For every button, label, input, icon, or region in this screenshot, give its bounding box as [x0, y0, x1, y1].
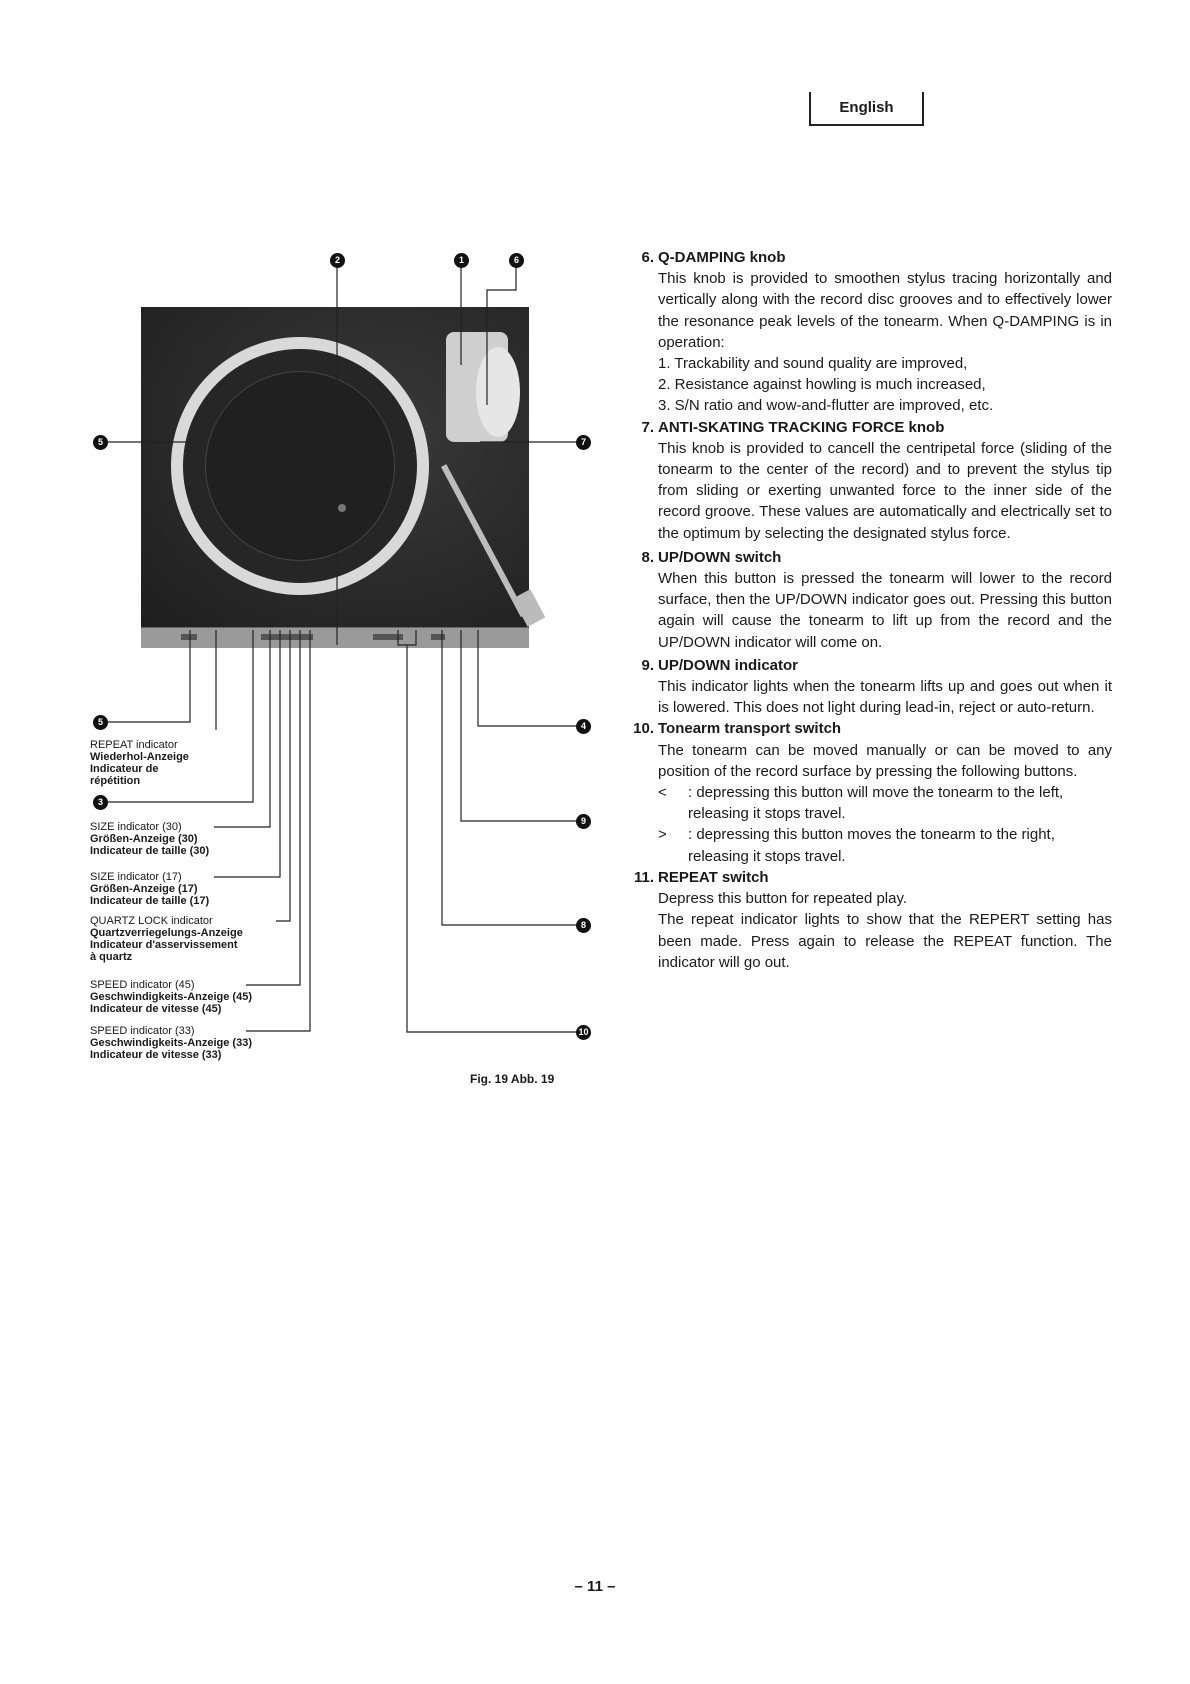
figure-caption: Fig. 19 Abb. 19	[470, 1072, 555, 1086]
right-arrow-icon: >	[658, 826, 667, 844]
callout-marker-7: 7	[576, 435, 591, 450]
item-up-down-indicator: 9. UP/DOWN indicator This indicator lights when the tonearm lifts up and goes out when it is lowered. This does not light during lead-in, reject or auto-return.	[641, 656, 1112, 717]
callout-marker-4: 4	[576, 719, 591, 734]
turntable-figure	[90, 245, 600, 1095]
callout-marker-1: 1	[454, 253, 469, 268]
left-arrow-row: < : depressing this button will move the tonearm to the left, releasing it stops travel.	[658, 784, 1064, 823]
label-size17-indicator: SIZE indicator (17) Größen-Anzeige (17) Indicateur de taille (17)	[90, 871, 210, 907]
callout-marker-8: 8	[576, 918, 591, 933]
callout-marker-3: 3	[93, 795, 108, 810]
callout-marker-10: 10	[576, 1025, 591, 1040]
right-arrow-row: > : depressing this button moves the tonearm to the right, releasing it stops travel.	[658, 826, 1055, 865]
item-up-down-switch: 8. UP/DOWN switch When this button is pressed the tonearm will lower to the record surface, then the UP/DOWN indicator goes out. Pressing this button again will cause the tonearm to lift up from the record and the UP/DOWN indicator will come on.	[641, 548, 1112, 651]
item-anti-skating-knob: 7. ANTI-SKATING TRACKING FORCE knob This knob is provided to cancell the centripetal force (sliding of the tonearm to the center of the record) and to prevent the stylus tip from sliding or exerting unwanted force to the inner side of the record groove. These values are automatically and electrically set to the optimum by selecting the designated stylus force.	[641, 418, 1112, 542]
label-quartz-lock-indicator: QUARTZ LOCK indicator Quartzverriegelungs-Anzeige Indicateur d'asservissement à quartz	[90, 915, 243, 963]
callout-marker-6: 6	[509, 253, 524, 268]
item-tonearm-transport-switch: 10. Tonearm transport switch The tonearm can be moved manually or can be moved to any position of the record surface by pressing the following buttons. < : depressing this button will move the tonearm to the left, releasing it stops travel. > : depressing this button moves the tonearm to the right, releasing it stops travel.	[626, 718, 1112, 866]
label-repeat-indicator: REPEAT indicator Wiederhol-Anzeige Indicateur de répétition	[90, 739, 189, 787]
callout-marker-5b: 5	[93, 715, 108, 730]
label-speed33-indicator: SPEED indicator (33) Geschwindigkeits-Anzeige (33) Indicateur de vitesse (33)	[90, 1025, 252, 1061]
page-number: – 11 –	[574, 1578, 616, 1595]
description-column	[626, 247, 1112, 973]
language-tab: English	[809, 92, 924, 126]
label-size30-indicator: SIZE indicator (30) Größen-Anzeige (30) Indicateur de taille (30)	[90, 821, 210, 857]
callout-marker-9: 9	[576, 814, 591, 829]
callout-marker-5: 5	[93, 435, 108, 450]
callout-marker-2: 2	[330, 253, 345, 268]
callout-lines	[90, 245, 600, 1095]
item-q-damping-knob: 6. Q-DAMPING knob This knob is provided to smoothen stylus tracing horizontally and vertically along with the record disc grooves and to effectively lower the resonance peak levels of the tonearm. When Q-DAMPING is in operation: 1. Trackability and sound quality are improved, 2. Resistance against howling is much increased, 3. S/N ratio and wow-and-flutter are improved, etc.	[641, 249, 1112, 415]
label-speed45-indicator: SPEED indicator (45) Geschwindigkeits-Anzeige (45) Indicateur de vitesse (45)	[90, 979, 252, 1015]
item-repeat-switch: 11. REPEAT switch Depress this button for repeated play. The repeat indicator lights to show that the REPERT setting has been made. Press again to release the REPEAT function. The indicator will go out.	[633, 868, 1112, 971]
left-arrow-icon: <	[658, 784, 667, 802]
